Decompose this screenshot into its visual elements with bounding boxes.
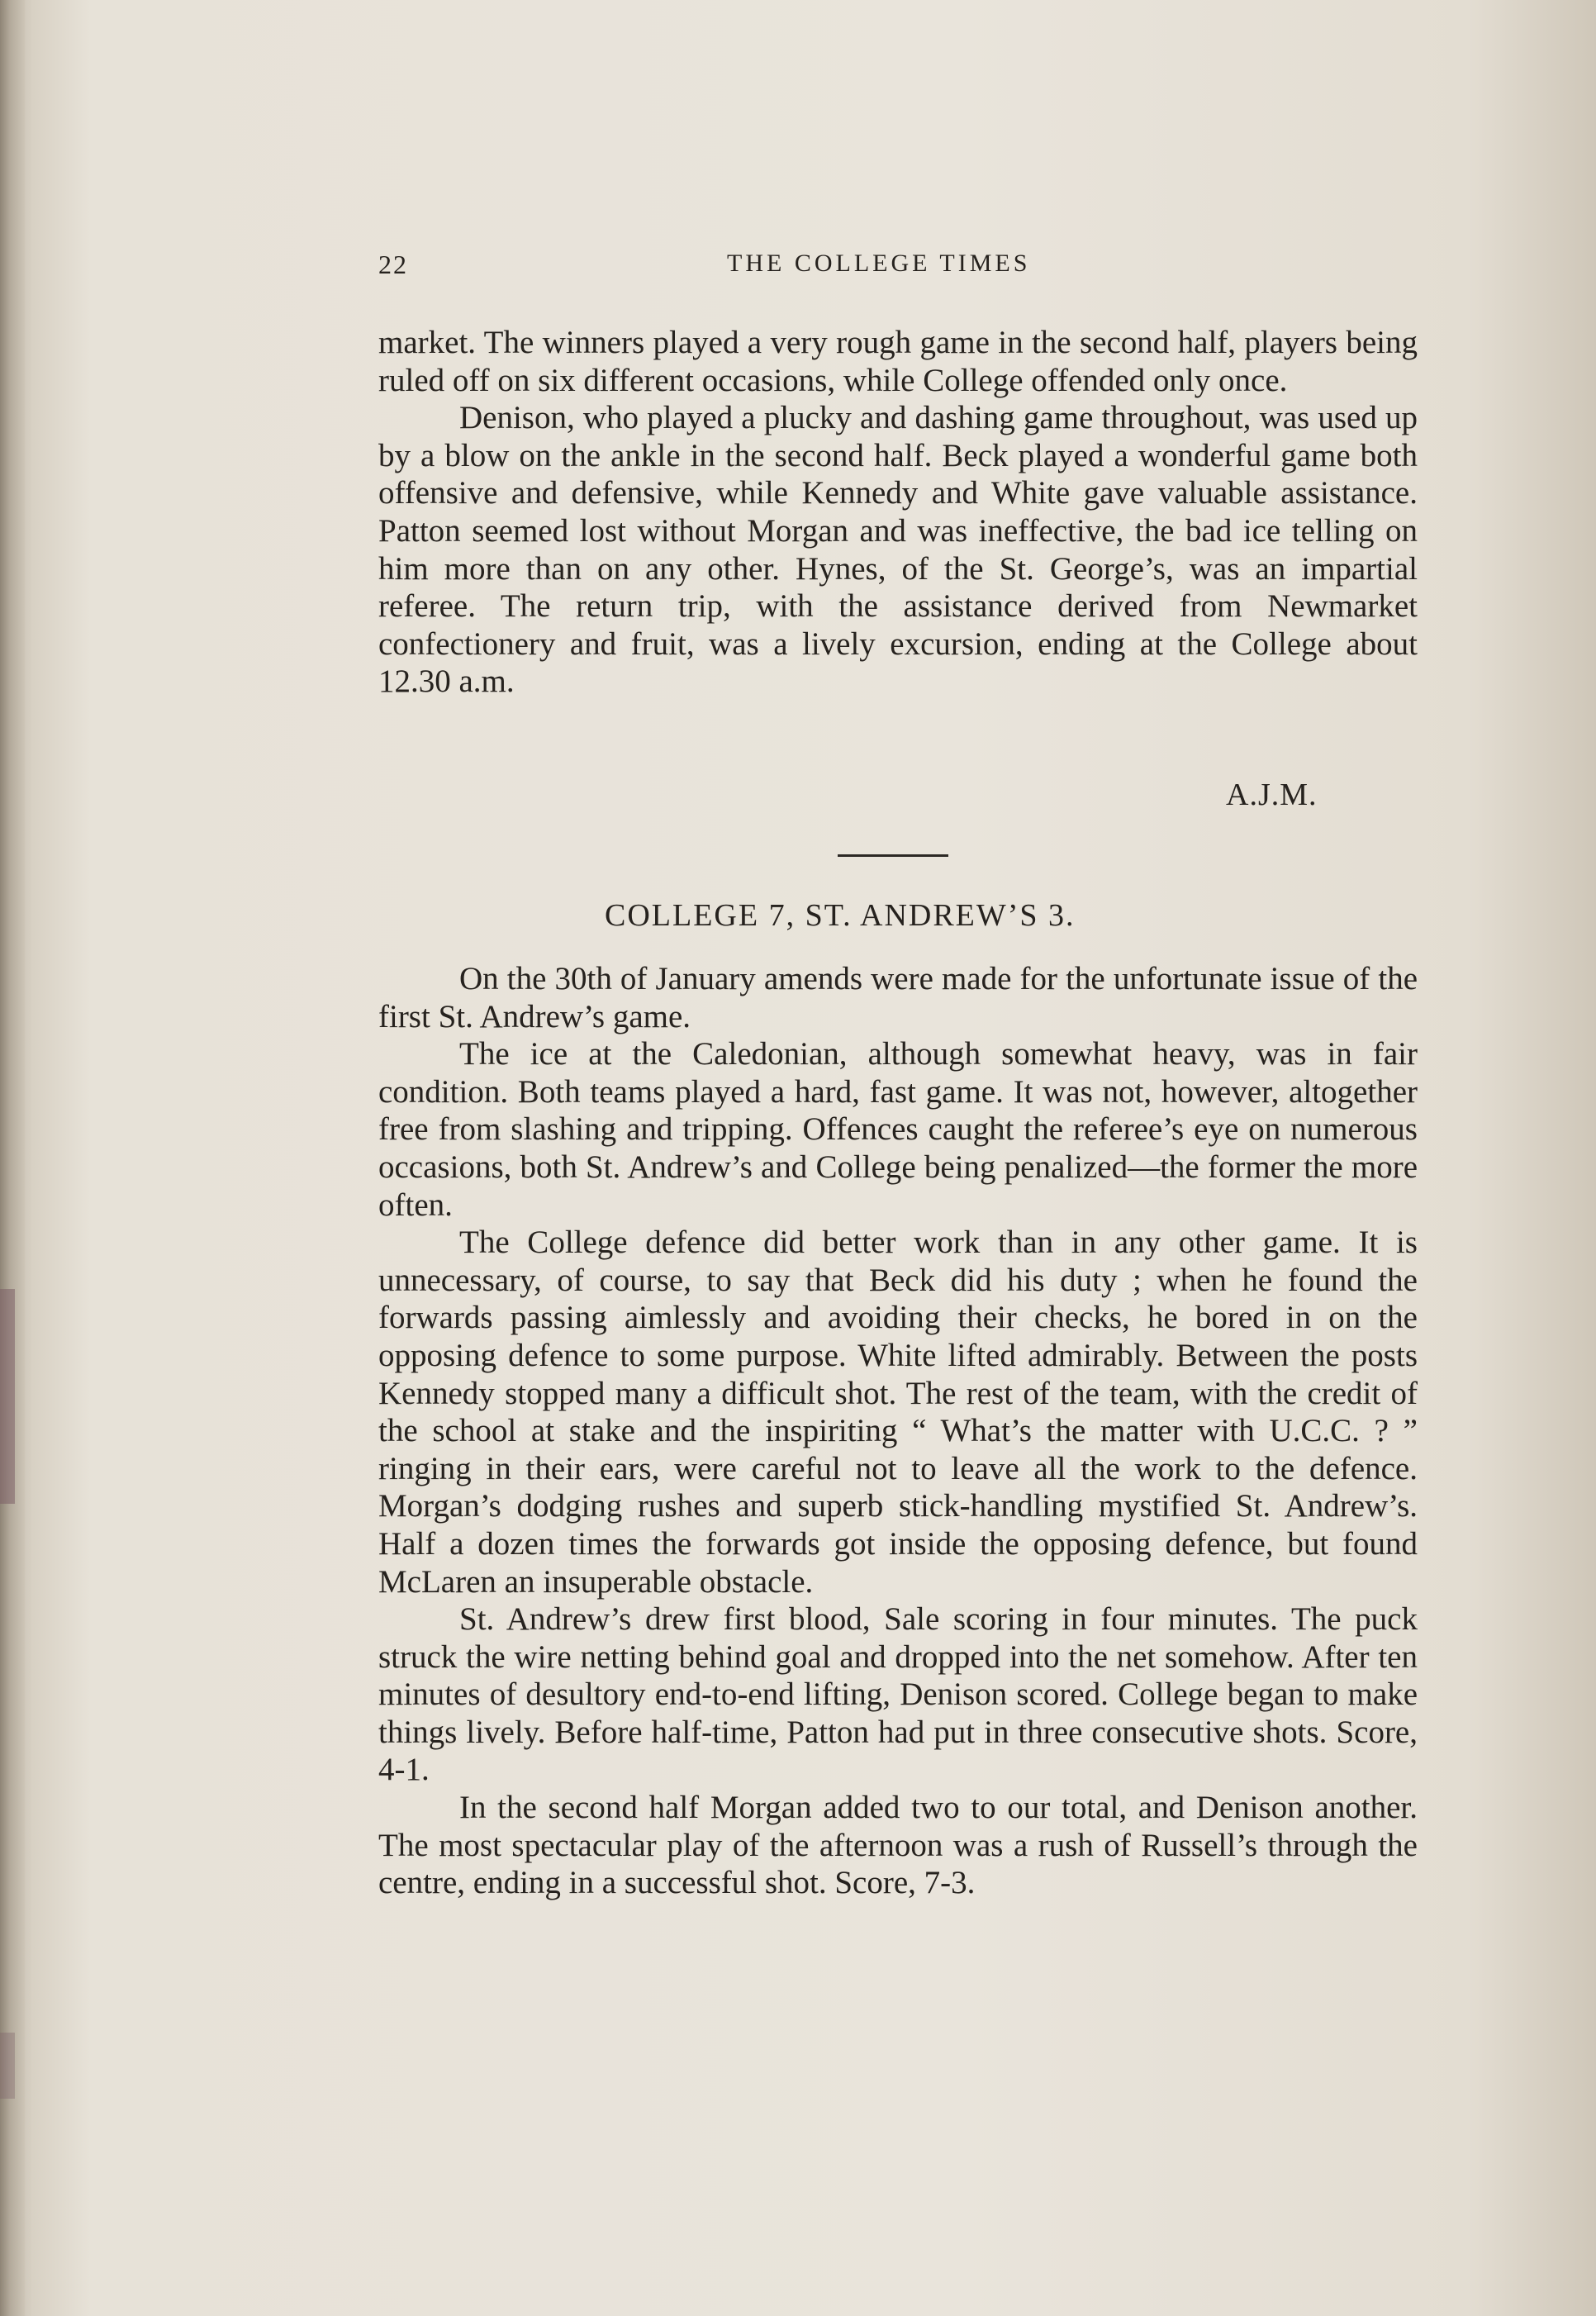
page-number: 22 [378, 250, 408, 279]
paragraph: The ice at the Caledonian, although somewhat heavy, was in fair condition. Both teams played a hard, fast game. It was not, however, altogether free from slashing and tripping. Offences caught the referee’s eye on numerous occasions, both St. Andrew’s and College being penalized—the former the more often. [378, 1036, 1418, 1223]
book-spine-shadow [0, 0, 25, 2316]
paragraph: In the second half Morgan added two to our total, and Denison another. The most spectacular play of the afternoon was a rush of Russell’s through the centre, ending in a successful shot. Score, 7-3. [378, 1790, 1418, 1901]
paragraph: market. The winners played a very rough game in the second half, players being ruled off on six different occasions, while College offended only once. [378, 325, 1418, 398]
section-divider [838, 854, 948, 857]
spine-stain-lower [0, 2033, 15, 2099]
paragraph: On the 30th of January amends were made for the unfortunate issue of the first St. Andrew’s game. [378, 961, 1418, 1034]
author-signature: A.J.M. [1226, 778, 1318, 812]
article-heading: COLLEGE 7, ST. ANDREW’S 3. [605, 898, 1076, 933]
paragraph: The College defence did better work than in any other game. It is unnecessary, of course, to say that Beck did his duty ; when he found the forwards passing aimlessly and avoiding their checks, he bored in on the opposing defence to some purpose. White lifted admirably. Between the posts Kennedy stopped many a difficult shot. The rest of the team, with the credit of the school at stake and the inspiriting “ What’s the matter with U.C.C. ? ” ringing in their ears, were careful not to leave all the work to the defence. Morgan’s dodging rushes and superb stick-handling mystified St. Andrew’s. Half a dozen times the forwards got inside the opposing defence, but found McLaren an insuperable obstacle. [378, 1225, 1418, 1600]
article-text [378, 960, 1418, 1902]
running-title: THE COLLEGE TIMES [727, 250, 1031, 277]
spine-stain [0, 1289, 15, 1504]
paragraph: St. Andrew’s drew first blood, Sale scoring in four minutes. The puck struck the wire netting behind goal and dropped into the net somehow. After ten minutes of desultory end-to-end lifting, Denison scored. College began to make things lively. Before half-time, Patton had put in three consecutive shots. Score, 4-1. [378, 1601, 1418, 1788]
continued-article-text [378, 324, 1418, 701]
paragraph: Denison, who played a plucky and dashing game throughout, was used up by a blow on the ankle in the second half. Beck played a wonderful game both offensive and defensive, while Kennedy and White gave valuable assistance. Patton seemed lost without Morgan and was ineffective, the bad ice telling on him more than on any other. Hynes, of the St. George’s, was an impartial referee. The return trip, with the assistance derived from Newmarket confectionery and fruit, was a lively excursion, ending at the College about 12.30 a.m. [378, 400, 1418, 700]
